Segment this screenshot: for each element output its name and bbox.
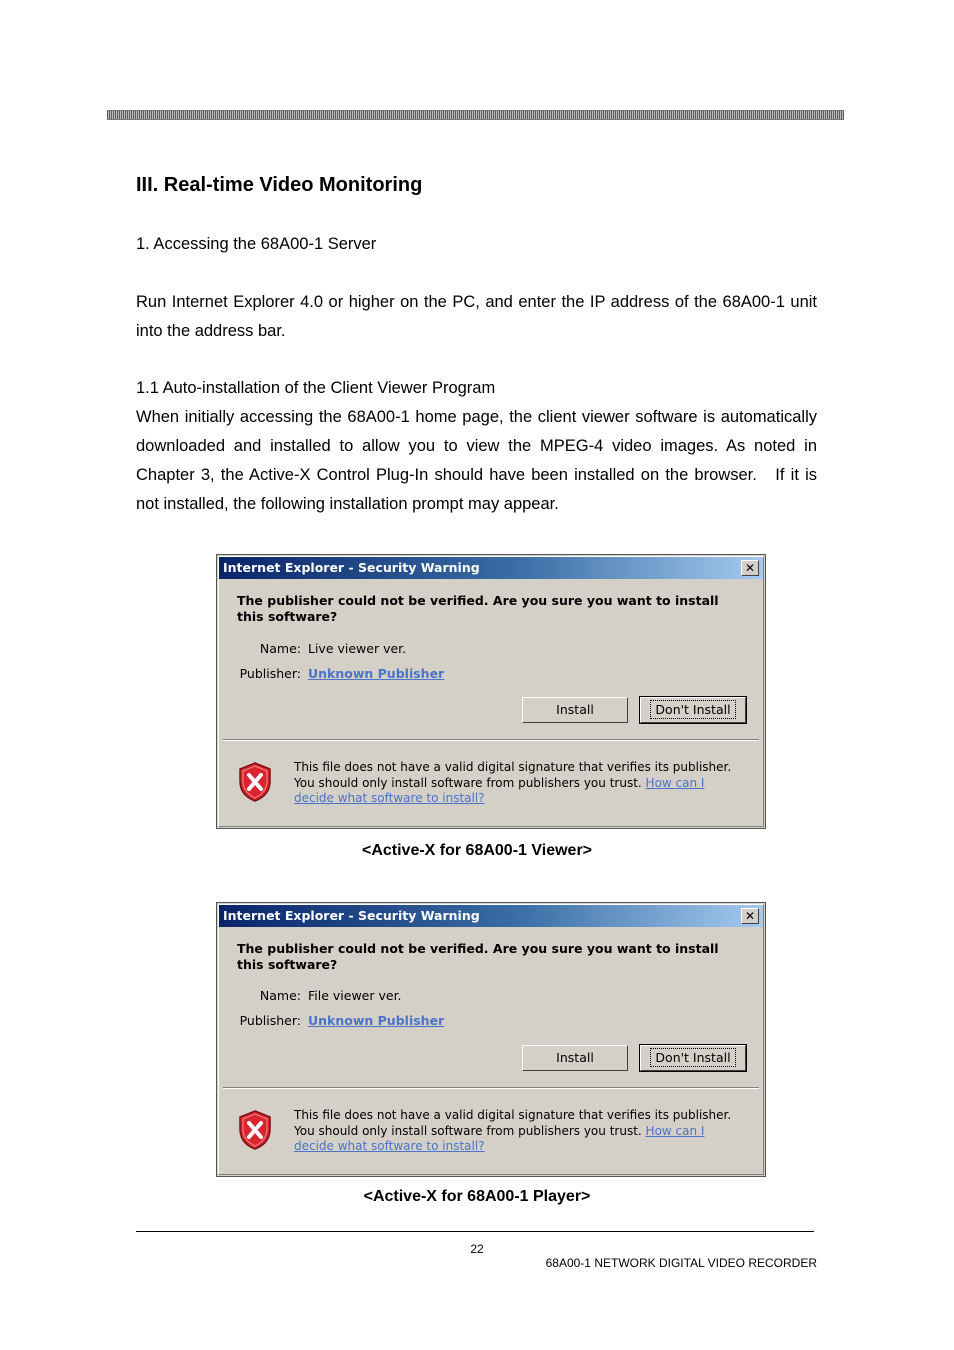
- close-icon: ✕: [744, 909, 756, 923]
- publisher-label: Publisher:: [239, 1013, 301, 1028]
- paragraph-auto-install: When initially accessing the 68A00-1 home page, the client viewer software is automatically downloaded and installed to allow you to view the MPEG-4 video images. As noted in Chapter 3, the Active-X Control Plug-In should have been installed on the browser. If it is not installed, the following installation prompt may appear.: [136, 408, 817, 513]
- dialog-separator: [223, 1087, 759, 1089]
- caption-viewer: <Active-X for 68A00-1 Viewer>: [361, 842, 593, 859]
- dialog-title: Internet Explorer - Security Warning: [223, 908, 480, 923]
- dialog-titlebar[interactable]: [219, 905, 763, 927]
- signature-warning-body: This file does not have a valid digital signature that verifies its publisher. You should only install software from publishers you trust.: [294, 1108, 732, 1138]
- close-button[interactable]: [741, 560, 759, 576]
- shield-error-icon: [237, 761, 273, 803]
- security-warning-dialog-player: [216, 902, 766, 1177]
- install-button-label: Install: [556, 702, 594, 717]
- name-label: Name:: [259, 641, 301, 656]
- unknown-publisher-link[interactable]: Unknown Publisher: [308, 1013, 445, 1028]
- paragraph-run-ie: Run Internet Explorer 4.0 or higher on the PC, and enter the IP address of the 68A00-1 unit into the address bar.: [136, 293, 817, 340]
- dialog-title: Internet Explorer - Security Warning: [223, 560, 480, 575]
- verification-question: The publisher could not be verified. Are you sure you want to install this software?: [237, 593, 719, 624]
- publisher-label: Publisher:: [239, 666, 301, 681]
- footer-title: 68A00-1 NETWORK DIGITAL VIDEO RECORDER: [545, 1256, 817, 1270]
- footer-rule: [136, 1231, 814, 1232]
- signature-warning-text: [294, 760, 744, 807]
- help-link[interactable]: How can I decide what software to install?: [294, 1123, 705, 1153]
- header-rule: [107, 110, 844, 120]
- name-value: Live viewer ver.: [308, 641, 407, 656]
- unknown-publisher-link[interactable]: Unknown Publisher: [308, 666, 445, 681]
- dont-install-button-label: Don't Install: [650, 700, 735, 719]
- subsection-heading-auto-install: 1.1 Auto-installation of the Client Viewer Program: [136, 379, 496, 397]
- install-button[interactable]: [522, 1045, 628, 1071]
- signature-warning-text: [294, 1108, 744, 1155]
- page-number: 22: [470, 1242, 484, 1256]
- help-link[interactable]: How can I decide what software to install?: [294, 775, 705, 805]
- close-button[interactable]: [741, 908, 759, 924]
- install-button[interactable]: [522, 697, 628, 723]
- signature-warning-body: This file does not have a valid digital signature that verifies its publisher. You should only install software from publishers you trust.: [294, 760, 732, 790]
- dont-install-button-label: Don't Install: [650, 1048, 735, 1067]
- dont-install-button[interactable]: [640, 697, 746, 723]
- subsection-heading-accessing: 1. Accessing the 68A00-1 Server: [136, 235, 377, 253]
- dialog-separator: [223, 739, 759, 741]
- caption-player: <Active-X for 68A00-1 Player>: [363, 1188, 591, 1205]
- dialog-titlebar[interactable]: [219, 557, 763, 579]
- shield-error-icon: [237, 1109, 273, 1151]
- security-warning-dialog-viewer: [216, 554, 766, 829]
- name-label: Name:: [259, 988, 301, 1003]
- name-value: File viewer ver.: [308, 988, 402, 1003]
- verification-question: The publisher could not be verified. Are you sure you want to install this software?: [237, 941, 719, 972]
- install-button-label: Install: [556, 1050, 594, 1065]
- close-icon: ✕: [744, 561, 756, 575]
- section-title: III. Real-time Video Monitoring: [136, 174, 423, 196]
- dont-install-button[interactable]: [640, 1045, 746, 1071]
